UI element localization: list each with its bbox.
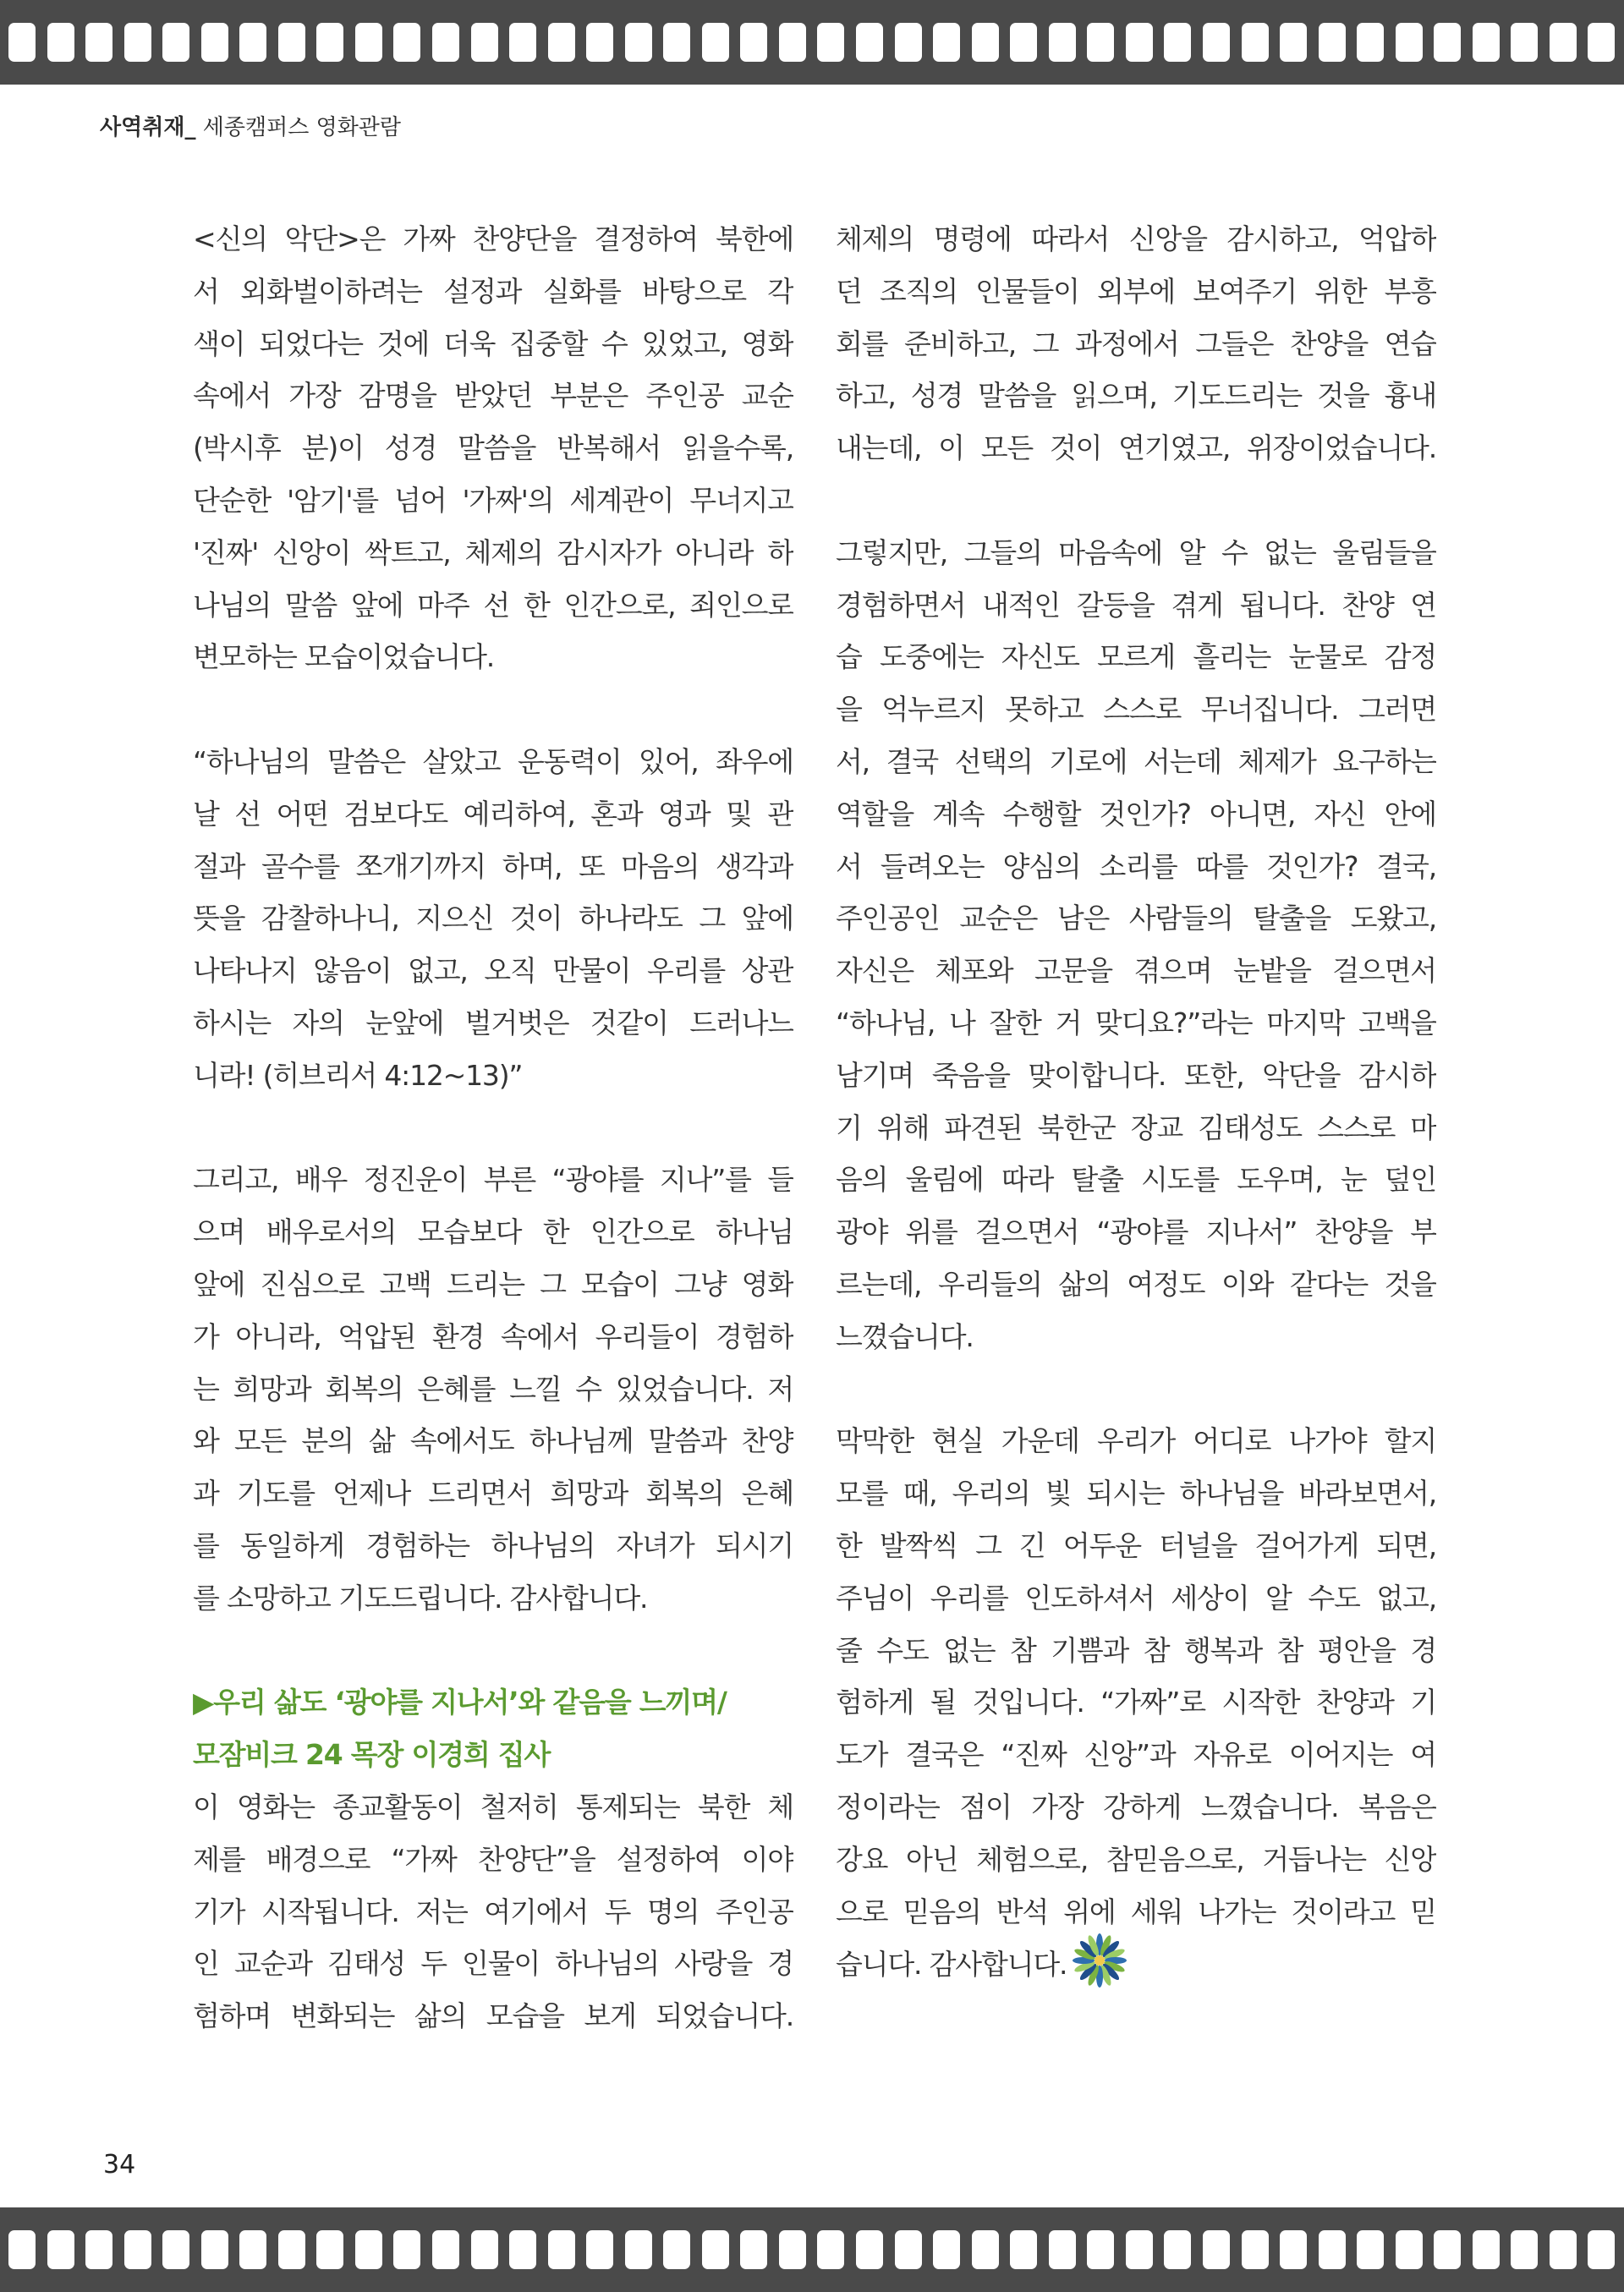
text-line: 서, 결국 선택의 기로에 서는데 체제가 요구하는 (836, 744, 1436, 778)
film-hole (1010, 2230, 1037, 2269)
text-line: 그리고, 배우 정진운이 부른 “광야를 지나”를 들 (193, 1163, 793, 1197)
film-hole (85, 2230, 112, 2269)
film-hole (933, 23, 960, 62)
film-hole (1511, 2230, 1538, 2269)
film-hole (355, 23, 382, 62)
text-line: 경험하면서 내적인 갈등을 겪게 됩니다. 찬양 연 (836, 588, 1436, 622)
text-line: 기가 시작됩니다. 저는 여기에서 두 명의 주인공 (193, 1894, 793, 1928)
film-hole (740, 23, 767, 62)
film-hole (895, 2230, 922, 2269)
text-line: 이 영화는 종교활동이 철저히 통제되는 북한 체 (193, 1790, 793, 1823)
film-hole (47, 23, 74, 62)
film-hole (316, 2230, 343, 2269)
paragraph-gap (193, 1102, 793, 1154)
text-line: 를 동일하게 경험하는 하나님의 자녀가 되시기 (193, 1528, 793, 1562)
paragraph-gap (193, 1625, 793, 1677)
film-hole (1550, 2230, 1577, 2269)
text-line: 습니다. 감사합니다. (836, 1947, 1067, 1981)
film-hole (1164, 23, 1191, 62)
film-hole (393, 23, 420, 62)
film-strip-bottom (0, 2207, 1624, 2292)
film-hole (1357, 23, 1384, 62)
subheading-line: 모잠비크 24 목장 이경희 집사 (193, 1738, 551, 1772)
text-line: 속에서 가장 감명을 받았던 부분은 주인공 교순 (193, 379, 793, 413)
text-line: 는 희망과 회복의 은혜를 느낄 수 있었습니다. 저 (193, 1372, 793, 1406)
text-line: 광야 위를 걸으면서 “광야를 지나서” 찬양을 부 (836, 1215, 1436, 1249)
right-column (836, 213, 1436, 1990)
film-hole (8, 23, 36, 62)
header-title: 세종캠퍼스 영화관람 (202, 115, 402, 140)
film-hole (1242, 23, 1269, 62)
text-line: 모를 때, 우리의 빛 되시는 하나님을 바라보면서, (836, 1477, 1436, 1511)
text-line: 단순한 '암기'를 넘어 '가짜'의 세계관이 무너지고 (193, 483, 793, 517)
film-hole (1280, 23, 1307, 62)
subheading-line: ▶우리 삶도 ‘광야를 지나서’와 같음을 느끼며/ (193, 1686, 727, 1719)
film-hole (663, 2230, 690, 2269)
film-hole (1396, 2230, 1423, 2269)
film-hole (201, 2230, 228, 2269)
film-hole (1588, 23, 1615, 62)
text-line: 하고, 성경 말씀을 읽으며, 기도드리는 것을 흉내 (836, 379, 1436, 413)
text-line: 기 위해 파견된 북한군 장교 김태성도 스스로 마 (836, 1110, 1436, 1144)
text-line: 변모하는 모습이었습니다. (193, 640, 495, 674)
text-line: 그렇지만, 그들의 마음속에 알 수 없는 울림들을 (836, 535, 1436, 569)
text-line: 막막한 현실 가운데 우리가 어디로 나가야 할지 (836, 1424, 1436, 1458)
text-line: 제를 배경으로 “가짜 찬양단”을 설정하여 이야 (193, 1842, 793, 1876)
film-hole (740, 2230, 767, 2269)
text-line: 강요 아닌 체험으로, 참믿음으로, 거듭나는 신앙 (836, 1842, 1436, 1876)
text-line: 를 소망하고 기도드립니다. 감사합니다. (193, 1581, 648, 1615)
text-line: 서 들려오는 양심의 소리를 따를 것인가? 결국, (836, 849, 1436, 883)
paragraph-gap (193, 683, 793, 736)
film-hole (1010, 23, 1037, 62)
film-hole (1396, 23, 1423, 62)
film-hole (1164, 2230, 1191, 2269)
film-hole (355, 2230, 382, 2269)
paragraph-gap (836, 474, 1436, 527)
text-line: 나타나지 않음이 없고, 오직 만물이 우리를 상관 (193, 954, 793, 988)
page-header (100, 110, 401, 141)
text-line: 음의 울림에 따라 탈출 시도를 도우며, 눈 덮인 (836, 1163, 1436, 1197)
text-line: 하시는 자의 눈앞에 벌거벗은 것같이 드러나느 (193, 1006, 793, 1039)
film-hole (895, 23, 922, 62)
film-hole (201, 23, 228, 62)
film-hole (278, 23, 305, 62)
film-hole (1126, 2230, 1153, 2269)
film-hole (162, 2230, 189, 2269)
text-line: 역할을 계속 수행할 것인가? 아니면, 자신 안에 (836, 797, 1436, 831)
paragraph-gap (836, 1363, 1436, 1416)
text-line: 남기며 죽음을 맞이합니다. 또한, 악단을 감시하 (836, 1058, 1436, 1092)
text-line: 한 발짝씩 그 긴 어두운 터널을 걸어가게 되면, (836, 1528, 1436, 1562)
text-line: 으며 배우로서의 모습보다 한 인간으로 하나님 (193, 1215, 793, 1249)
film-hole (702, 23, 729, 62)
text-line: 서 외화벌이하려는 설정과 실화를 바탕으로 각 (193, 274, 793, 308)
closing-line (836, 1938, 1436, 1990)
text-line: '진짜' 신앙이 싹트고, 체제의 감시자가 아니라 하 (193, 535, 793, 569)
film-hole (509, 23, 536, 62)
text-line: 줄 수도 없는 참 기쁨과 참 행복과 참 평안을 경 (836, 1633, 1436, 1667)
text-line: 주님이 우리를 인도하셔서 세상이 알 수도 없고, (836, 1581, 1436, 1615)
film-hole (1434, 23, 1461, 62)
film-hole (1588, 2230, 1615, 2269)
film-hole (586, 2230, 613, 2269)
film-hole (239, 23, 266, 62)
film-hole (1550, 23, 1577, 62)
film-hole (625, 23, 652, 62)
flower-ornament-icon (1072, 1933, 1127, 1988)
text-line: 앞에 진심으로 고백 드리는 그 모습이 그냥 영화 (193, 1267, 793, 1301)
film-hole (1087, 23, 1114, 62)
film-hole (625, 2230, 652, 2269)
film-hole (548, 2230, 575, 2269)
film-hole (1126, 23, 1153, 62)
film-strip-top (0, 0, 1624, 85)
film-hole (509, 2230, 536, 2269)
film-hole (1434, 2230, 1461, 2269)
text-line: (박시후 분)이 성경 말씀을 반복해서 읽을수록, (193, 431, 793, 465)
text-line: 가 아니라, 억압된 환경 속에서 우리들이 경험하 (193, 1319, 793, 1353)
film-hole (8, 2230, 36, 2269)
film-hole (1473, 23, 1500, 62)
text-line: <신의 악단>은 가짜 찬양단을 결정하여 북한에 (193, 222, 793, 255)
film-hole (393, 2230, 420, 2269)
film-hole (239, 2230, 266, 2269)
film-hole (702, 2230, 729, 2269)
text-line: 색이 되었다는 것에 더욱 집중할 수 있었고, 영화 (193, 326, 793, 360)
film-hole (278, 2230, 305, 2269)
text-line: 도가 결국은 “진짜 신앙”과 자유로 이어지는 여 (836, 1738, 1436, 1772)
text-line: 느꼈습니다. (836, 1319, 974, 1353)
film-hole (162, 23, 189, 62)
film-hole (972, 2230, 999, 2269)
header-section: 사역취재_ (100, 115, 196, 140)
film-hole (779, 23, 806, 62)
film-hole (47, 2230, 74, 2269)
text-line: 날 선 어떤 검보다도 예리하여, 혼과 영과 및 관 (193, 797, 793, 831)
film-hole (1280, 2230, 1307, 2269)
film-hole (471, 23, 498, 62)
text-line: 르는데, 우리들의 삶의 여정도 이와 같다는 것을 (836, 1267, 1436, 1301)
film-hole (1087, 2230, 1114, 2269)
text-line: 정이라는 점이 가장 강하게 느꼈습니다. 복음은 (836, 1790, 1436, 1823)
page-number: 34 (103, 2150, 136, 2180)
film-hole (1511, 23, 1538, 62)
text-line: “하나님의 말씀은 살았고 운동력이 있어, 좌우에 (193, 744, 793, 778)
text-line: 을 억누르지 못하고 스스로 무너집니다. 그러면 (836, 693, 1436, 727)
film-hole (1203, 2230, 1230, 2269)
text-line: 습 도중에는 자신도 모르게 흘리는 눈물로 감정 (836, 640, 1436, 674)
text-line: 인 교순과 김태성 두 인물이 하나님의 사랑을 경 (193, 1947, 793, 1981)
film-hole (1357, 2230, 1384, 2269)
text-line: 와 모든 분의 삶 속에서도 하나님께 말씀과 찬양 (193, 1424, 793, 1458)
text-line: 니라! (히브리서 4:12~13)” (193, 1058, 523, 1092)
text-line: 자신은 체포와 고문을 겪으며 눈밭을 걸으면서 (836, 954, 1436, 988)
text-line: 험하게 될 것입니다. “가짜”로 시작한 찬양과 기 (836, 1686, 1436, 1719)
film-hole (1319, 23, 1346, 62)
film-hole (586, 23, 613, 62)
film-hole (471, 2230, 498, 2269)
text-line: “하나님, 나 잘한 거 맞디요?”라는 마지막 고백을 (836, 1006, 1436, 1039)
film-hole (1242, 2230, 1269, 2269)
film-hole (1049, 2230, 1076, 2269)
left-column (193, 213, 793, 2043)
film-hole (1473, 2230, 1500, 2269)
film-hole (972, 23, 999, 62)
film-hole (1203, 23, 1230, 62)
film-hole (124, 23, 151, 62)
film-hole (124, 2230, 151, 2269)
text-line: 회를 준비하고, 그 과정에서 그들은 찬양을 연습 (836, 326, 1436, 360)
text-line: 던 조직의 인물들이 외부에 보여주기 위한 부흥 (836, 274, 1436, 308)
film-hole (817, 23, 844, 62)
film-hole (779, 2230, 806, 2269)
film-hole (1319, 2230, 1346, 2269)
film-hole (85, 23, 112, 62)
text-line: 주인공인 교순은 남은 사람들의 탈출을 도왔고, (836, 902, 1436, 935)
film-hole (316, 23, 343, 62)
text-line: 으로 믿음의 반석 위에 세워 나가는 것이라고 믿 (836, 1894, 1436, 1928)
film-hole (432, 2230, 459, 2269)
film-hole (663, 23, 690, 62)
text-line: 험하며 변화되는 삶의 모습을 보게 되었습니다. (193, 1999, 793, 2033)
text-line: 과 기도를 언제나 드리면서 희망과 회복의 은혜 (193, 1477, 793, 1511)
text-line: 체제의 명령에 따라서 신앙을 감시하고, 억압하 (836, 222, 1436, 255)
film-hole (432, 23, 459, 62)
film-hole (1049, 23, 1076, 62)
film-hole (933, 2230, 960, 2269)
text-line: 나님의 말씀 앞에 마주 선 한 인간으로, 죄인으로 (193, 588, 793, 622)
film-hole (548, 23, 575, 62)
film-hole (856, 23, 883, 62)
text-line: 내는데, 이 모든 것이 연기였고, 위장이었습니다. (836, 431, 1436, 465)
film-hole (856, 2230, 883, 2269)
text-line: 절과 골수를 쪼개기까지 하며, 또 마음의 생각과 (193, 849, 793, 883)
text-line: 뜻을 감찰하나니, 지으신 것이 하나라도 그 앞에 (193, 902, 793, 935)
film-hole (817, 2230, 844, 2269)
